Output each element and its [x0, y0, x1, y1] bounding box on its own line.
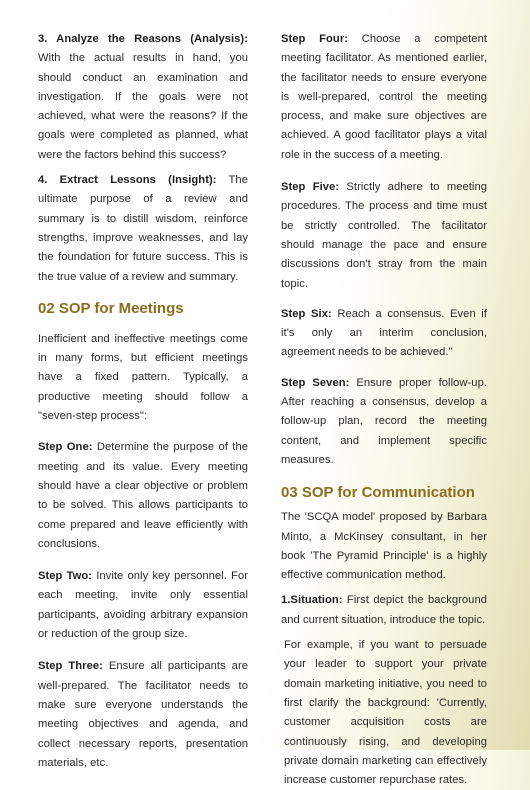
step-one-paragraph: [38, 438, 248, 554]
analyze-reasons-label: 3. Analyze the Reasons (Analysis):: [38, 33, 248, 45]
communication-intro-paragraph: The 'SCQA model' proposed by Barbara Minto, a McKinsey consultant, in her book 'The Pyramid Principle' is a highly effective communication method.: [281, 511, 487, 582]
step-two-label: Step Two:: [38, 570, 93, 583]
situation-label: 1.Situation:: [281, 594, 343, 607]
meetings-section-heading: 02 SOP for Meetings: [38, 299, 184, 317]
step-one-text: Determine the purpose of the meeting and its value. Every meeting should have a clear objective or problem to be solved. This allows participants to come prepared and leave efficiently with conclusions.: [38, 441, 248, 550]
example-paragraph: For example, if you want to persuade your leader to support your private domain marketing initiative, you need to first clarify the background: 'Currently, customer acquisition costs are continuously rising, and developing private domain marketing can effectively increase customer repurchase rates.: [284, 639, 487, 787]
step-six-text: Reach a consensus. Even if it's only an interim conclusion, agreement needs to be achieved.": [281, 307, 487, 359]
step-two-paragraph: [38, 567, 248, 644]
meetings-intro-paragraph: Inefficient and ineffective meetings come in many forms, but efficient meetings have a fixed pattern. Typically, a productive meeting should follow a "seven-step process":: [38, 332, 248, 423]
step-three-paragraph: [38, 657, 248, 773]
extract-lessons-label: 4. Extract Lessons (Insight):: [38, 174, 217, 187]
extract-lessons-paragraph: [38, 171, 248, 287]
step-six-label: Step Six:: [281, 307, 332, 320]
step-five-paragraph: [281, 178, 487, 294]
situation-paragraph: [281, 591, 487, 630]
communication-section-heading: 03 SOP for Communication: [281, 484, 475, 502]
step-four-paragraph: [281, 30, 487, 165]
step-one-label: Step One:: [38, 441, 93, 454]
step-six-paragraph: [281, 305, 487, 363]
analyze-reasons-text: With the actual results in hand, you should conduct an examination and investigation. If the goals were not achieved, what were the reasons? If the goals were completed as planned, what were the factors behind this success?: [38, 52, 248, 161]
step-five-text: Strictly adhere to meeting procedures. The process and time must be strictly controlled. The facilitator should manage the pace and ensure discussions don't stray from the main topic.: [281, 181, 487, 290]
step-seven-paragraph: [281, 374, 487, 470]
step-four-label: Step Four:: [281, 33, 348, 45]
step-seven-text: Ensure proper follow-up. After reaching a consensus, develop a follow-up plan, record the meeting content, and implement specific measures.: [281, 376, 487, 466]
right-column: [281, 0, 487, 790]
step-two-text: Invite only key personnel. For each meeting, invite only essential participants, avoiding arbitrary expansion or reduction of the group size.: [38, 570, 248, 641]
left-column: [38, 0, 248, 773]
analyze-reasons-paragraph: [38, 30, 248, 165]
step-five-label: Step Five:: [281, 181, 340, 194]
step-seven-label: Step Seven:: [281, 376, 350, 389]
situation-text: First depict the background and current situation, introduce the topic.: [281, 594, 487, 626]
step-three-label: Step Three:: [38, 660, 103, 673]
step-four-text: Choose a competent meeting facilitator. As mentioned earlier, the facilitator needs to ensure everyone is well-prepared, control the meeting process, and make sure objectives are achieved. A good facilitator plays a vital role in the success of a meeting.: [281, 33, 487, 161]
step-three-text: Ensure all participants are well-prepared. The facilitator needs to make sure everyone understands the meeting objectives and agenda, and collect necessary reports, presentation materials, etc.: [38, 660, 248, 769]
extract-lessons-text: The ultimate purpose of a review and summary is to distill wisdom, reinforce strengths, improve weaknesses, and lay the foundation for future success. This is the true value of a review and summary.: [38, 174, 248, 283]
